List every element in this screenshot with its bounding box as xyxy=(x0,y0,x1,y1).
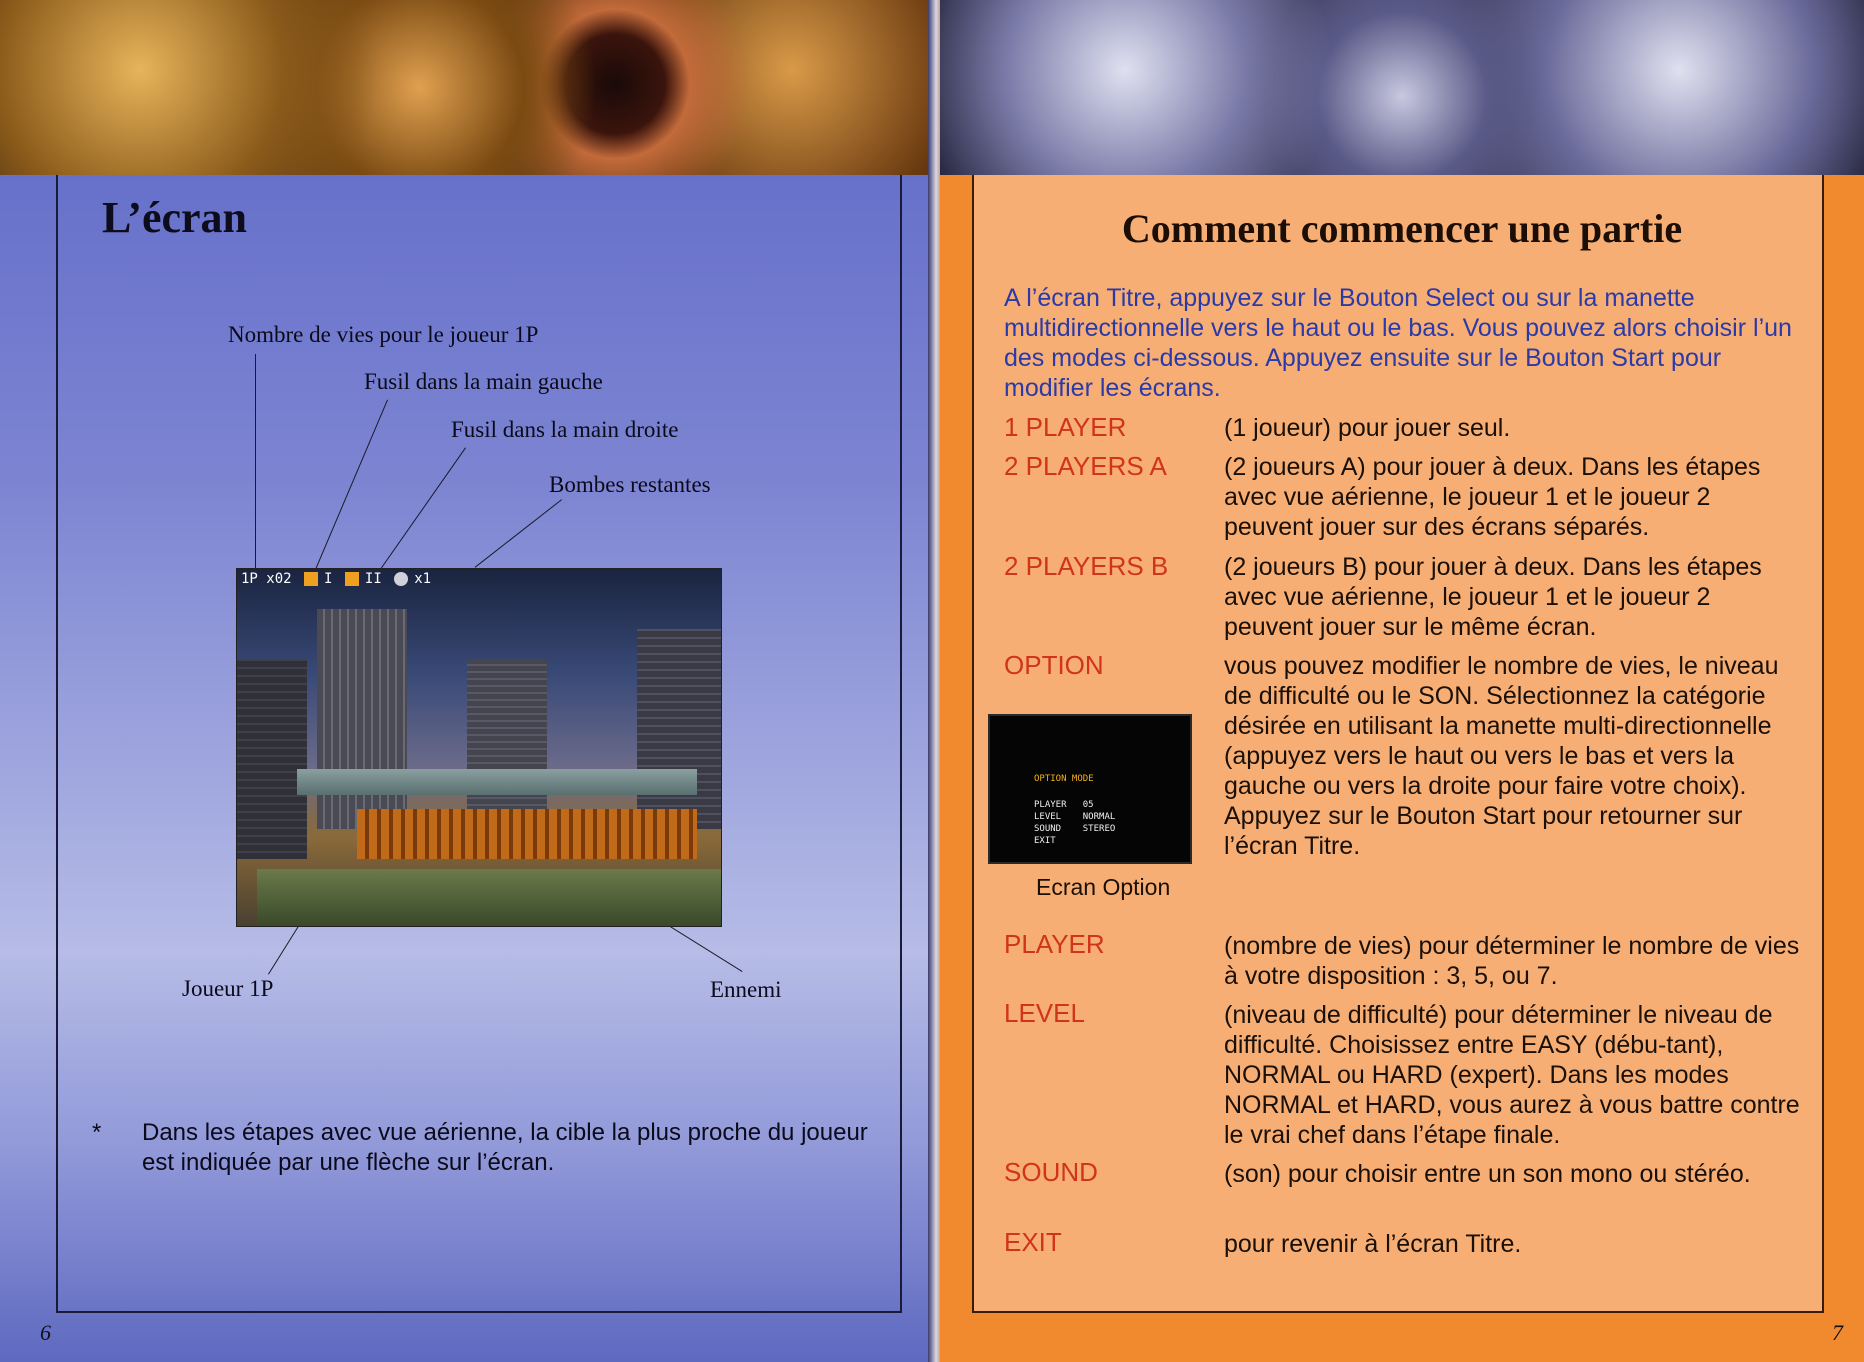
footnote-marker: * xyxy=(92,1119,102,1146)
building-shape xyxy=(637,629,721,829)
callout-bombs: Bombes restantes xyxy=(549,472,711,497)
mode-term: 2 PLAYERS A xyxy=(1004,451,1167,481)
hud-player-label: 1P xyxy=(241,571,258,587)
mode-term: 1 PLAYER xyxy=(1004,412,1127,442)
setting-term: EXIT xyxy=(1004,1227,1062,1257)
building-shape xyxy=(237,659,307,859)
page-number-left: 6 xyxy=(40,1320,51,1345)
callout-enemy: Ennemi xyxy=(710,977,782,1002)
page-number-right: 7 xyxy=(1832,1320,1843,1345)
option-screen-row: LEVEL NORMAL xyxy=(1034,812,1116,822)
option-screen-image xyxy=(988,714,1192,864)
hud-gun-2: II xyxy=(364,571,382,587)
hud-bombs-value: x1 xyxy=(414,571,432,587)
weapon-icon xyxy=(345,572,359,586)
setting-definition: (nombre de vies) pour déterminer le nombre de vies à votre disposition : 3, 5, ou 7. xyxy=(1224,932,1800,990)
building-shape xyxy=(317,609,407,829)
mode-definition: (2 joueurs A) pour jouer à deux. Dans les étapes avec vue aérienne, le joueur 1 et le joueur 2 peuvent jouer sur des écrans séparés. xyxy=(1224,453,1761,541)
setting-term: PLAYER xyxy=(1004,929,1105,959)
option-screen-row: EXIT xyxy=(1034,836,1056,846)
hud-gun-1: I xyxy=(324,571,333,587)
platform-shape xyxy=(297,769,697,795)
mode-definition: vous pouvez modifier le nombre de vies, le niveau de difficulté ou le SON. Sélectionnez la catégorie désirée en utilisant la manette multi-directionnelle (appuyez vers le haut ou vers le bas et vers la gauche ou vers la droite pour faire votre choix). Appuyez sur le Bouton Start pour retourner sur l’écran Titre. xyxy=(1224,652,1779,860)
setting-definition: (niveau de difficulté) pour déterminer le niveau de difficulté. Choisissez entre EASY (débu-tant), NORMAL ou HARD (expert). Dans les modes NORMAL et HARD, vous aurez à vous battre contre le vrai chef dans l’étape finale. xyxy=(1224,1001,1800,1149)
mode-term: 2 PLAYERS B xyxy=(1004,551,1169,581)
option-screen-caption: Ecran Option xyxy=(1036,874,1171,900)
right-page xyxy=(940,0,1864,1362)
callout-lives: Nombre de vies pour le joueur 1P xyxy=(228,322,539,347)
setting-definition: (son) pour choisir entre un son mono ou stéréo. xyxy=(1224,1160,1751,1188)
girder-shape xyxy=(357,809,697,859)
mode-definition: (2 joueurs B) pour jouer à deux. Dans les étapes avec vue aérienne, le joueur 1 et le joueur 2 peuvent jouer sur le même écran. xyxy=(1224,553,1762,641)
callout-left-gun: Fusil dans la main gauche xyxy=(364,369,603,394)
weapon-icon xyxy=(304,572,318,586)
intro-paragraph: A l’écran Titre, appuyez sur le Bouton Select ou sur la manette multidirectionnelle vers le haut ou le bas. Vous pouvez alors choisir l’un des modes ci-dessous. Appuyez ensuite sur le Bouton Start pour modifier les écrans. xyxy=(1004,284,1792,402)
setting-definition: pour revenir à l’écran Titre. xyxy=(1224,1230,1522,1258)
setting-term: SOUND xyxy=(1004,1157,1098,1187)
page-title-right: Comment commencer une partie xyxy=(1121,206,1683,251)
game-hud xyxy=(241,571,431,587)
footnote-text: Dans les étapes avec vue aérienne, la cible la plus proche du joueur est indiquée par une flèche sur l’écran. xyxy=(142,1119,868,1176)
page-title-left: L’écran xyxy=(102,193,248,242)
artwork-banner-left xyxy=(0,0,932,175)
callout-player: Joueur 1P xyxy=(182,976,274,1001)
option-screen-title: OPTION MODE xyxy=(1034,774,1094,784)
hud-lives-value: x02 xyxy=(266,571,292,587)
artwork-banner-right xyxy=(940,0,1864,175)
bomb-icon xyxy=(394,572,408,586)
setting-term: LEVEL xyxy=(1004,998,1085,1028)
option-screen-row: SOUND STEREO xyxy=(1034,824,1116,834)
ground-shape xyxy=(257,869,721,926)
leader-line-lives xyxy=(255,354,256,574)
option-screen-row: PLAYER 05 xyxy=(1034,800,1094,810)
gameplay-screenshot xyxy=(236,568,722,927)
mode-term: OPTION xyxy=(1004,650,1104,680)
mode-definition: (1 joueur) pour jouer seul. xyxy=(1224,414,1511,442)
callout-right-gun: Fusil dans la main droite xyxy=(451,417,679,442)
